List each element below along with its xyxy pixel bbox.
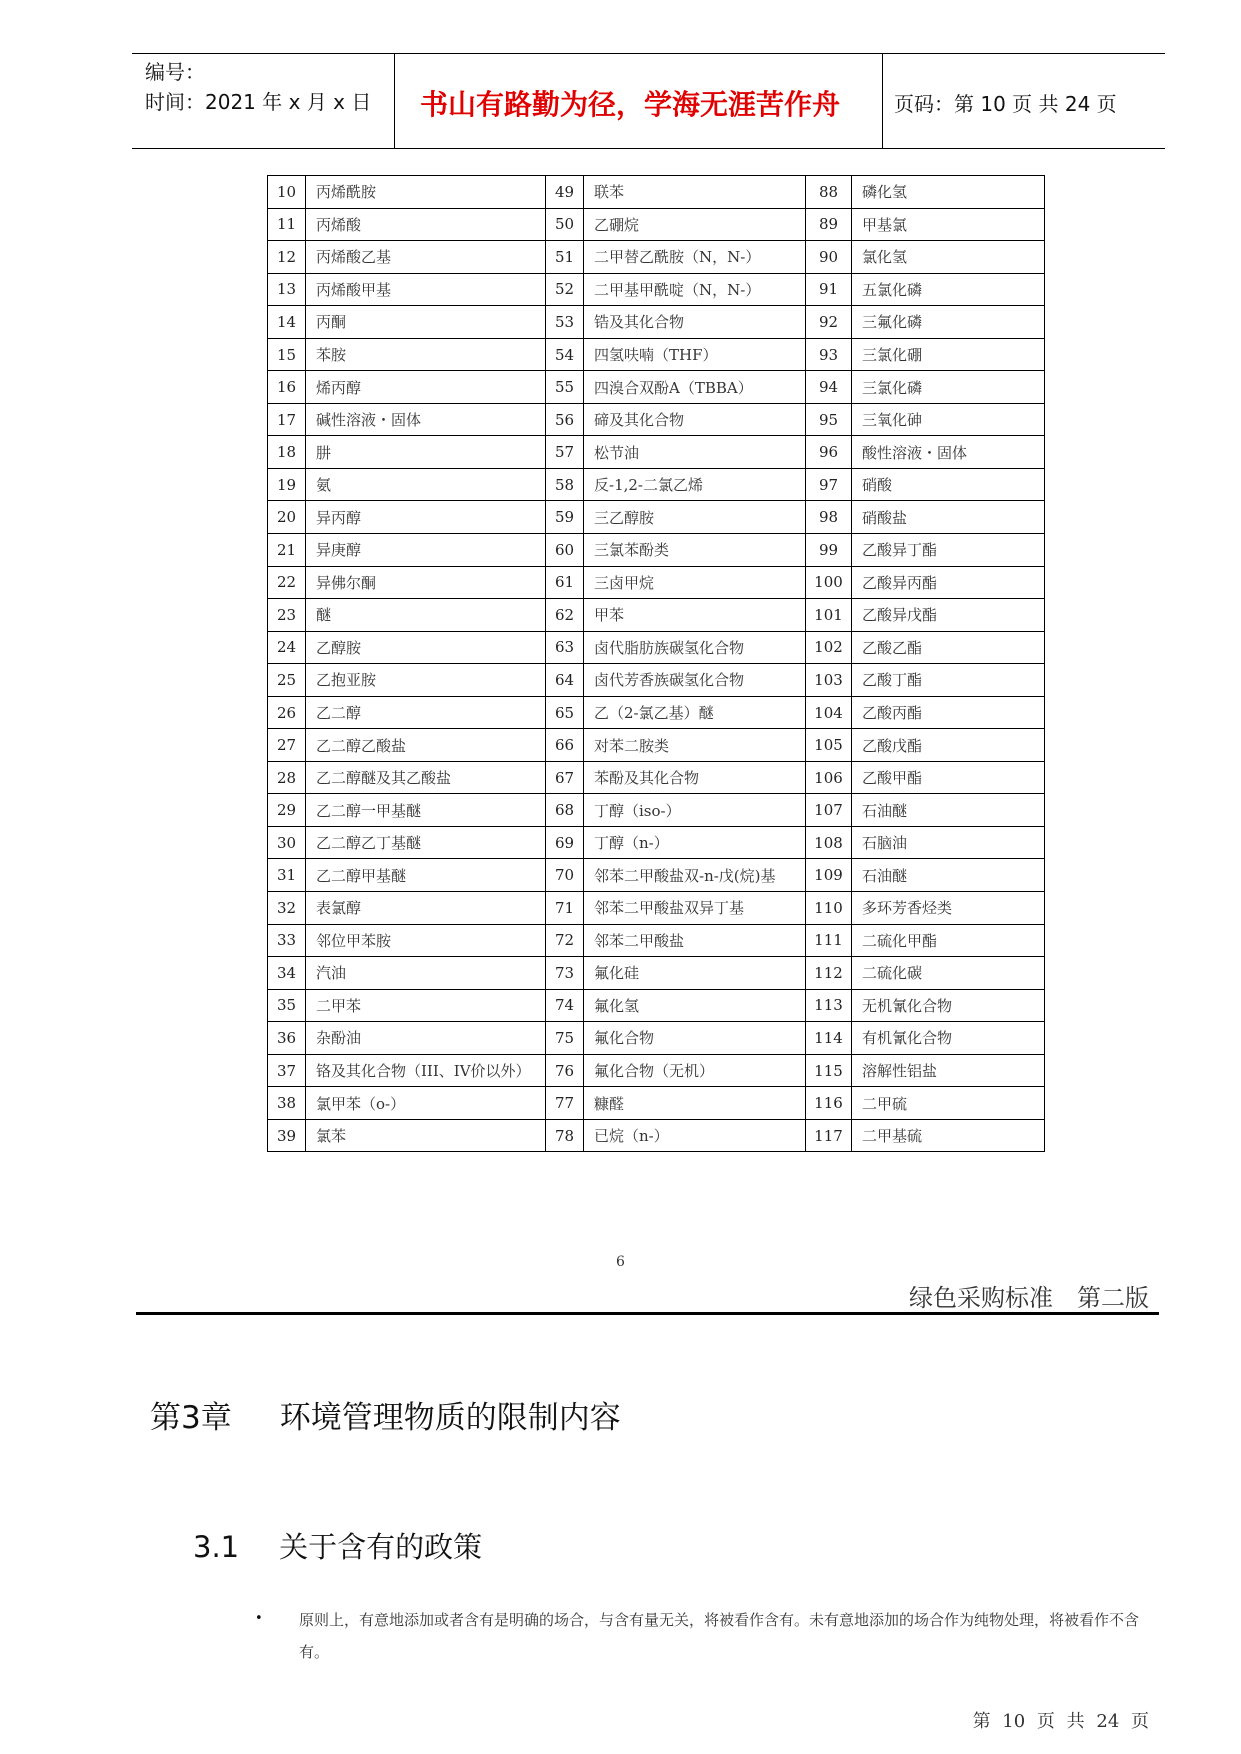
table-cell-number: 91 bbox=[806, 273, 852, 306]
table-cell-number: 71 bbox=[546, 892, 584, 925]
policy-paragraph: 原则上，有意地添加或者含有是明确的场合，与含有量无关，将被看作含有。未有意地添加的场合作为纯物处理，将被看作不含有。 bbox=[299, 1611, 1140, 1661]
table-row bbox=[268, 1087, 1045, 1120]
document-number-label: 编号： bbox=[145, 60, 205, 84]
table-cell-substance: 异庚醇 bbox=[306, 534, 546, 567]
chapter-number: 第3章 bbox=[150, 1400, 232, 1436]
table-row bbox=[268, 826, 1045, 859]
table-cell-substance: 三卤甲烷 bbox=[584, 566, 806, 599]
table-cell-number: 65 bbox=[546, 696, 584, 729]
table-row bbox=[268, 794, 1045, 827]
table-row bbox=[268, 208, 1045, 241]
table-cell-number: 34 bbox=[268, 957, 306, 990]
table-row bbox=[268, 729, 1045, 762]
table-cell-number: 94 bbox=[806, 371, 852, 404]
table-cell-substance: 溶解性铝盐 bbox=[852, 1054, 1045, 1087]
table-cell-number: 66 bbox=[546, 729, 584, 762]
table-cell-number: 95 bbox=[806, 403, 852, 436]
table-cell-substance: 硝酸 bbox=[852, 468, 1045, 501]
table-cell-substance: 石油醚 bbox=[852, 859, 1045, 892]
table-cell-number: 17 bbox=[268, 403, 306, 436]
table-cell-substance: 氯化氢 bbox=[852, 241, 1045, 274]
table-cell-number: 76 bbox=[546, 1054, 584, 1087]
table-cell-number: 88 bbox=[806, 176, 852, 209]
table-cell-number: 14 bbox=[268, 306, 306, 339]
table-cell-substance: 乙硼烷 bbox=[584, 208, 806, 241]
table-row bbox=[268, 1119, 1045, 1152]
table-cell-substance: 乙酸乙酯 bbox=[852, 631, 1045, 664]
table-cell-substance: 乙酸异丁酯 bbox=[852, 534, 1045, 567]
table-cell-number: 98 bbox=[806, 501, 852, 534]
table-cell-number: 51 bbox=[546, 241, 584, 274]
table-cell-number: 113 bbox=[806, 989, 852, 1022]
table-cell-number: 28 bbox=[268, 761, 306, 794]
standard-title-rule bbox=[136, 1312, 1159, 1315]
table-cell-substance: 氟化硅 bbox=[584, 957, 806, 990]
table-cell-number: 97 bbox=[806, 468, 852, 501]
table-cell-substance: 三氧化砷 bbox=[852, 403, 1045, 436]
table-cell-number: 75 bbox=[546, 1022, 584, 1055]
header-divider-left bbox=[394, 53, 395, 149]
table-cell-number: 12 bbox=[268, 241, 306, 274]
table-cell-substance: 氨 bbox=[306, 468, 546, 501]
section-title: 关于含有的政策 bbox=[279, 1530, 483, 1564]
table-cell-number: 114 bbox=[806, 1022, 852, 1055]
table-row bbox=[268, 436, 1045, 469]
table-cell-substance: 无机氰化合物 bbox=[852, 989, 1045, 1022]
chapter-title: 环境管理物质的限制内容 bbox=[279, 1400, 621, 1436]
table-cell-substance: 汽油 bbox=[306, 957, 546, 990]
table-cell-substance: 二甲硫 bbox=[852, 1087, 1045, 1120]
table-cell-number: 52 bbox=[546, 273, 584, 306]
table-cell-number: 93 bbox=[806, 338, 852, 371]
table-cell-substance: 乙酸丁酯 bbox=[852, 664, 1045, 697]
table-cell-number: 109 bbox=[806, 859, 852, 892]
table-row bbox=[268, 534, 1045, 567]
table-cell-number: 56 bbox=[546, 403, 584, 436]
table-cell-substance: 丁醇（iso-） bbox=[584, 794, 806, 827]
table-cell-substance: 反-1,2-二氯乙烯 bbox=[584, 468, 806, 501]
table-cell-number: 10 bbox=[268, 176, 306, 209]
table-cell-substance: 邻苯二甲酸盐双异丁基 bbox=[584, 892, 806, 925]
table-cell-substance: 铬及其化合物（III、IV价以外） bbox=[306, 1054, 546, 1087]
table-cell-number: 13 bbox=[268, 273, 306, 306]
table-cell-substance: 三乙醇胺 bbox=[584, 501, 806, 534]
table-cell-substance: 烯丙醇 bbox=[306, 371, 546, 404]
table-row bbox=[268, 892, 1045, 925]
table-cell-number: 69 bbox=[546, 826, 584, 859]
table-cell-substance: 二甲替乙酰胺（N，N-） bbox=[584, 241, 806, 274]
table-cell-number: 20 bbox=[268, 501, 306, 534]
table-cell-number: 62 bbox=[546, 599, 584, 632]
table-cell-number: 106 bbox=[806, 761, 852, 794]
table-cell-number: 105 bbox=[806, 729, 852, 762]
chemical-substance-table bbox=[267, 175, 1045, 1152]
table-cell-substance: 多环芳香烃类 bbox=[852, 892, 1045, 925]
table-cell-number: 30 bbox=[268, 826, 306, 859]
table-cell-number: 78 bbox=[546, 1119, 584, 1152]
table-cell-substance: 松节油 bbox=[584, 436, 806, 469]
table-cell-substance: 丙烯酰胺 bbox=[306, 176, 546, 209]
table-cell-substance: 杂酚油 bbox=[306, 1022, 546, 1055]
table-cell-number: 70 bbox=[546, 859, 584, 892]
table-cell-substance: 甲基氯 bbox=[852, 208, 1045, 241]
table-cell-number: 36 bbox=[268, 1022, 306, 1055]
section-heading bbox=[193, 1525, 482, 1566]
table-cell-number: 61 bbox=[546, 566, 584, 599]
table-cell-substance: 二甲基硫 bbox=[852, 1119, 1045, 1152]
table-row bbox=[268, 338, 1045, 371]
table-cell-substance: 乙（2-氯乙基）醚 bbox=[584, 696, 806, 729]
table-cell-number: 115 bbox=[806, 1054, 852, 1087]
table-cell-number: 89 bbox=[806, 208, 852, 241]
table-row bbox=[268, 1054, 1045, 1087]
table-cell-number: 116 bbox=[806, 1087, 852, 1120]
table-cell-substance: 氯甲苯（o-） bbox=[306, 1087, 546, 1120]
table-cell-number: 108 bbox=[806, 826, 852, 859]
table-cell-number: 11 bbox=[268, 208, 306, 241]
table-cell-number: 27 bbox=[268, 729, 306, 762]
table-cell-number: 99 bbox=[806, 534, 852, 567]
table-cell-substance: 石脑油 bbox=[852, 826, 1045, 859]
table-cell-number: 22 bbox=[268, 566, 306, 599]
table-cell-number: 63 bbox=[546, 631, 584, 664]
header-motto: 书山有路勤为径，学海无涯苦作舟 bbox=[420, 88, 841, 121]
table-cell-substance: 甲苯 bbox=[584, 599, 806, 632]
table-cell-number: 15 bbox=[268, 338, 306, 371]
table-row bbox=[268, 306, 1045, 339]
table-cell-substance: 乙二醇 bbox=[306, 696, 546, 729]
table-cell-substance: 氟化合物 bbox=[584, 1022, 806, 1055]
table-cell-number: 103 bbox=[806, 664, 852, 697]
table-cell-number: 64 bbox=[546, 664, 584, 697]
table-cell-substance: 四溴合双酚A（TBBA） bbox=[584, 371, 806, 404]
table-row bbox=[268, 241, 1045, 274]
table-cell-number: 24 bbox=[268, 631, 306, 664]
table-cell-substance: 对苯二胺类 bbox=[584, 729, 806, 762]
table-cell-number: 74 bbox=[546, 989, 584, 1022]
table-cell-number: 117 bbox=[806, 1119, 852, 1152]
table-cell-substance: 氟化氢 bbox=[584, 989, 806, 1022]
table-cell-substance: 石油醚 bbox=[852, 794, 1045, 827]
table-cell-number: 29 bbox=[268, 794, 306, 827]
table-cell-number: 37 bbox=[268, 1054, 306, 1087]
table-cell-substance: 三氯苯酚类 bbox=[584, 534, 806, 567]
table-cell-substance: 三氯化硼 bbox=[852, 338, 1045, 371]
section-number: 3.1 bbox=[193, 1530, 240, 1564]
table-row bbox=[268, 371, 1045, 404]
table-row bbox=[268, 403, 1045, 436]
table-row bbox=[268, 631, 1045, 664]
table-cell-substance: 乙酸戊酯 bbox=[852, 729, 1045, 762]
table-cell-substance: 三氟化磷 bbox=[852, 306, 1045, 339]
table-cell-substance: 三氯化磷 bbox=[852, 371, 1045, 404]
table-cell-number: 49 bbox=[546, 176, 584, 209]
table-cell-number: 101 bbox=[806, 599, 852, 632]
table-cell-number: 35 bbox=[268, 989, 306, 1022]
table-cell-number: 21 bbox=[268, 534, 306, 567]
table-row bbox=[268, 696, 1045, 729]
table-cell-number: 77 bbox=[546, 1087, 584, 1120]
table-cell-substance: 卤代脂肪族碳氢化合物 bbox=[584, 631, 806, 664]
table-cell-substance: 乙酸异戊酯 bbox=[852, 599, 1045, 632]
table-cell-substance: 锆及其化合物 bbox=[584, 306, 806, 339]
table-cell-substance: 乙二醇乙丁基醚 bbox=[306, 826, 546, 859]
table-cell-substance: 二硫化碳 bbox=[852, 957, 1045, 990]
table-cell-number: 59 bbox=[546, 501, 584, 534]
table-row bbox=[268, 599, 1045, 632]
table-cell-number: 107 bbox=[806, 794, 852, 827]
table-cell-substance: 碲及其化合物 bbox=[584, 403, 806, 436]
table-cell-substance: 乙二醇乙酸盐 bbox=[306, 729, 546, 762]
table-cell-substance: 邻位甲苯胺 bbox=[306, 924, 546, 957]
table-cell-number: 38 bbox=[268, 1087, 306, 1120]
table-cell-number: 25 bbox=[268, 664, 306, 697]
table-cell-number: 92 bbox=[806, 306, 852, 339]
table-cell-number: 102 bbox=[806, 631, 852, 664]
table-cell-number: 72 bbox=[546, 924, 584, 957]
header-bottom-rule bbox=[132, 148, 1165, 149]
table-cell-substance: 二甲苯 bbox=[306, 989, 546, 1022]
table-cell-substance: 丙烯酸乙基 bbox=[306, 241, 546, 274]
table-cell-number: 58 bbox=[546, 468, 584, 501]
table-row bbox=[268, 176, 1045, 209]
table-row bbox=[268, 468, 1045, 501]
table-cell-substance: 邻苯二甲酸盐双-n-戊(烷)基 bbox=[584, 859, 806, 892]
table-cell-number: 32 bbox=[268, 892, 306, 925]
table-row bbox=[268, 761, 1045, 794]
table-cell-number: 19 bbox=[268, 468, 306, 501]
table-cell-substance: 苯胺 bbox=[306, 338, 546, 371]
table-cell-number: 100 bbox=[806, 566, 852, 599]
table-cell-substance: 乙抱亚胺 bbox=[306, 664, 546, 697]
table-cell-substance: 丁醇（n-） bbox=[584, 826, 806, 859]
table-cell-substance: 联苯 bbox=[584, 176, 806, 209]
table-cell-substance: 二甲基甲酰啶（N，N-） bbox=[584, 273, 806, 306]
table-cell-substance: 五氯化磷 bbox=[852, 273, 1045, 306]
table-cell-substance: 乙二醇一甲基醚 bbox=[306, 794, 546, 827]
table-cell-number: 54 bbox=[546, 338, 584, 371]
table-cell-number: 111 bbox=[806, 924, 852, 957]
table-cell-substance: 乙酸丙酯 bbox=[852, 696, 1045, 729]
table-cell-substance: 二硫化甲酯 bbox=[852, 924, 1045, 957]
table-cell-substance: 氟化合物（无机） bbox=[584, 1054, 806, 1087]
table-cell-substance: 乙酸甲酯 bbox=[852, 761, 1045, 794]
table-cell-substance: 苯酚及其化合物 bbox=[584, 761, 806, 794]
table-cell-number: 18 bbox=[268, 436, 306, 469]
table-cell-number: 50 bbox=[546, 208, 584, 241]
table-row bbox=[268, 1022, 1045, 1055]
table-cell-substance: 丙酮 bbox=[306, 306, 546, 339]
table-cell-substance: 异丙醇 bbox=[306, 501, 546, 534]
table-row bbox=[268, 501, 1045, 534]
table-cell-number: 23 bbox=[268, 599, 306, 632]
table-cell-substance: 丙烯酸 bbox=[306, 208, 546, 241]
table-cell-number: 33 bbox=[268, 924, 306, 957]
table-cell-number: 104 bbox=[806, 696, 852, 729]
table-cell-number: 16 bbox=[268, 371, 306, 404]
table-cell-substance: 磷化氢 bbox=[852, 176, 1045, 209]
table-cell-number: 39 bbox=[268, 1119, 306, 1152]
table-cell-number: 53 bbox=[546, 306, 584, 339]
table-cell-number: 96 bbox=[806, 436, 852, 469]
table-cell-substance: 碱性溶液・固体 bbox=[306, 403, 546, 436]
table-row bbox=[268, 273, 1045, 306]
table-row bbox=[268, 989, 1045, 1022]
table-row bbox=[268, 924, 1045, 957]
table-cell-number: 68 bbox=[546, 794, 584, 827]
table-row bbox=[268, 566, 1045, 599]
table-cell-substance: 醚 bbox=[306, 599, 546, 632]
table-cell-substance: 乙二醇甲基醚 bbox=[306, 859, 546, 892]
table-cell-substance: 有机氰化合物 bbox=[852, 1022, 1045, 1055]
table-cell-number: 112 bbox=[806, 957, 852, 990]
standard-title: 绿色采购标准 第二版 bbox=[909, 1284, 1149, 1312]
table-cell-substance: 已烷（n-） bbox=[584, 1119, 806, 1152]
table-row bbox=[268, 859, 1045, 892]
table-cell-number: 57 bbox=[546, 436, 584, 469]
table-cell-substance: 硝酸盐 bbox=[852, 501, 1045, 534]
table-cell-substance: 表氯醇 bbox=[306, 892, 546, 925]
table-cell-substance: 酸性溶液・固体 bbox=[852, 436, 1045, 469]
table-row bbox=[268, 957, 1045, 990]
table-cell-number: 73 bbox=[546, 957, 584, 990]
footer-page-indicator: 第 10 页 共 24 页 bbox=[972, 1711, 1149, 1732]
table-cell-number: 90 bbox=[806, 241, 852, 274]
table-cell-number: 31 bbox=[268, 859, 306, 892]
table-row bbox=[268, 664, 1045, 697]
table-cell-substance: 氯苯 bbox=[306, 1119, 546, 1152]
document-date-label: 时间：2021 年 x 月 x 日 bbox=[145, 90, 372, 114]
table-cell-substance: 糠醛 bbox=[584, 1087, 806, 1120]
table-cell-number: 26 bbox=[268, 696, 306, 729]
table-cell-substance: 肼 bbox=[306, 436, 546, 469]
chapter-heading bbox=[150, 1392, 621, 1437]
header-divider-right bbox=[882, 53, 883, 149]
header-top-rule bbox=[132, 53, 1165, 54]
table-cell-number: 60 bbox=[546, 534, 584, 567]
table-cell-number: 110 bbox=[806, 892, 852, 925]
header-page-indicator: 页码：第 10 页 共 24 页 bbox=[894, 92, 1117, 116]
bullet-icon: • bbox=[255, 1611, 263, 1626]
table-cell-number: 55 bbox=[546, 371, 584, 404]
table-cell-substance: 乙醇胺 bbox=[306, 631, 546, 664]
table-cell-substance: 乙酸异丙酯 bbox=[852, 566, 1045, 599]
table-cell-substance: 邻苯二甲酸盐 bbox=[584, 924, 806, 957]
table-cell-substance: 四氢呋喃（THF） bbox=[584, 338, 806, 371]
table-cell-number: 67 bbox=[546, 761, 584, 794]
table-cell-substance: 丙烯酸甲基 bbox=[306, 273, 546, 306]
table-cell-substance: 乙二醇醚及其乙酸盐 bbox=[306, 761, 546, 794]
table-cell-substance: 异佛尔酮 bbox=[306, 566, 546, 599]
inner-page-number: 6 bbox=[616, 1254, 625, 1270]
table-cell-substance: 卤代芳香族碳氢化合物 bbox=[584, 664, 806, 697]
